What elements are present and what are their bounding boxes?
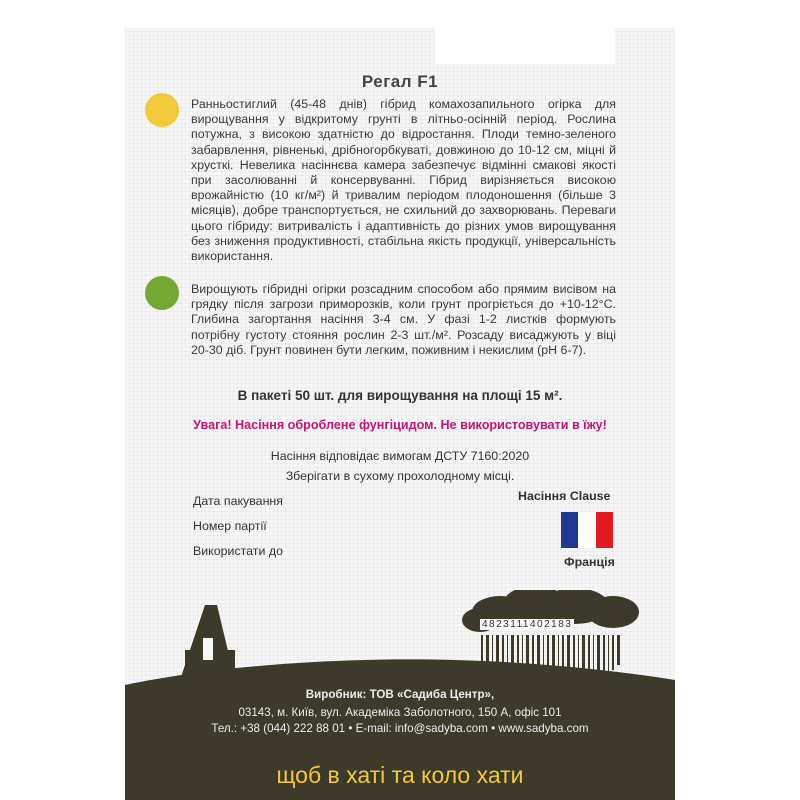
france-flag-icon xyxy=(561,512,613,548)
storage-text: Зберігати в сухому прохолодному місці. xyxy=(285,469,515,483)
flag-stripe-white xyxy=(578,512,595,548)
house-window xyxy=(203,638,213,660)
hang-tab xyxy=(435,28,615,64)
slogan: щоб в хаті та коло хати xyxy=(276,762,524,788)
standard-text: Насіння відповідає вимогам ДСТУ 7160:2020 xyxy=(270,449,530,463)
product-title: Регал F1 xyxy=(361,72,439,91)
barcode-number: 4823111402183 xyxy=(482,619,573,630)
batch-number-label: Номер партії xyxy=(193,519,267,533)
manufacturer-address: 03143, м. Київ, вул. Академіка Заболотного, 150 А, офіс 101 xyxy=(238,706,562,719)
green-circle-icon xyxy=(145,276,179,310)
country-label: Франція xyxy=(564,555,615,569)
flag-stripe-red xyxy=(596,512,613,548)
yellow-circle-icon xyxy=(145,93,179,127)
manufacturer-name: Виробник: ТОВ «Садиба Центр», xyxy=(305,688,495,701)
description-paragraph: Ранньостиглий (45-48 днів) гібрид комахозапильного огірка для вирощування у відкритому грунті в літньо-осінній період. Рослина потужна, з високою здатністю до відростання. Плоди темно-зеленого забарвлення, рівненькі, дрібногорбкуваті, довжиною до 10-12 см, міцні й хрусткі. Невелика насіннєва камера забезпечує відмінні смакові якості при засолюванні й консервуванні. Гібрид вирізняється високою врожайністю (10 кг/м²) й тривалим періодом плодоношення (більше 3 місяців), добре транспортується, не схильний до захворювань. Переваги цього гібриду: витривалість і адаптивність до різних умов вирощування без зниження продуктивності, стабільна якість продукції, універсальність використання. xyxy=(191,97,616,264)
pack-info: В пакеті 50 шт. для вирощування на площі 15 м². xyxy=(237,388,563,403)
growing-paragraph: Вирощують гібридні огірки розсадним способом або прямим висівом на грядку після загрози приморозків, коли грунт прогріється до +10-12°С. Глибина загортання насіння 3-4 см. У фазі 1-2 листків формують потрібну густоту стояння рослин 2-3 шт./м². Розсаду висаджують у віці 20-30 діб. Грунт повинен бути легким, поживним і некислим (pH 6-7). xyxy=(191,282,616,357)
brand-label: Насіння Clause xyxy=(518,489,611,503)
warning-text: Увага! Насіння оброблене фунгіцидом. Не використовувати в їжу! xyxy=(193,418,607,432)
use-by-label: Використати до xyxy=(193,544,283,558)
manufacturer-contacts: Тел.: +38 (044) 222 88 01 • E-mail: info@sadyba.com • www.sadyba.com xyxy=(211,722,589,735)
flag-stripe-blue xyxy=(561,512,578,548)
pack-date-label: Дата пакування xyxy=(193,494,283,508)
